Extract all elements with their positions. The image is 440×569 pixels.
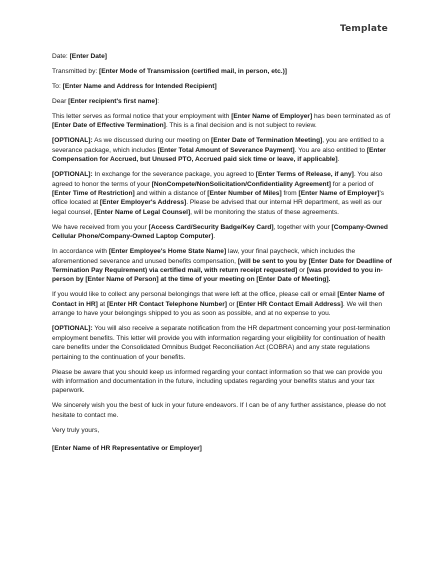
legal-counsel-field: [Enter Name of Legal Counsel] (94, 208, 191, 216)
paycheck-mail-field: [will be sent to you by [Enter Date for Deadline of Termination Pay Requirement) via certified mail, with return receipt requested] (52, 257, 392, 275)
employer-name-field: [Enter Name of Employer] (231, 113, 313, 120)
paragraph-final-paycheck (52, 247, 392, 285)
salutation-colon: : (157, 98, 160, 105)
text: . (337, 156, 340, 164)
miles-field: [Enter Number of Miles] (207, 190, 282, 198)
text: or (297, 267, 307, 275)
text: This letter serves as formal notice that your employment with (52, 113, 232, 120)
text: . (213, 233, 216, 241)
termination-date-field: [Enter Date of Effective Termination] (52, 122, 166, 130)
text: , together with your (273, 223, 332, 231)
paragraph-returned-property (52, 223, 392, 242)
text: In exchange for the severance package, you agreed to (92, 171, 256, 179)
text: law, your final paycheck, which includes the aforementioned severance and unused benefits compensation, (52, 248, 356, 265)
text: Please be aware that you should keep us informed regarding your contact information so that we can provide you with information and documentation in the future, including updates regarding your benefits status and your tax paperwork. (52, 368, 383, 395)
date-field: [Enter Date] (69, 53, 107, 60)
pto-compensation-field: [Enter Compensation for Accrued, but Unused PTO, Accrued paid sick time or leave, if applicable] (52, 146, 386, 164)
salutation-label: Dear (52, 98, 69, 105)
employer-address-field: [Enter Employer's Address] (99, 199, 187, 207)
letter-body (52, 52, 392, 454)
agreement-type-field: [NonCompete/NonSolicitation/Confidentiality Agreement] (151, 180, 331, 188)
logo-text: Template (339, 24, 388, 34)
text: from (281, 190, 299, 198)
text: 's office located at (52, 190, 385, 207)
text: . You also agreed to honor the terms of your (52, 171, 383, 188)
paragraph-severance (52, 136, 392, 164)
optional-tag: [OPTIONAL]: (52, 137, 93, 145)
text: , you are entitled to a severance package, which includes (52, 137, 384, 154)
hr-phone-field: [Enter HR Contact Telephone Number] (106, 300, 228, 308)
paycheck-in-person-field: [was provided to you in-person by [Enter Name of Person] at the time of your meeting on [Enter Date of Meeting]. (52, 267, 383, 284)
transmitted-label: Transmitted by: (52, 68, 100, 75)
to-field: [Enter Name and Address for Intended Recipient] (62, 83, 217, 90)
transmitted-field: [Enter Mode of Transmission (certified mail, in person, etc.)] (99, 68, 287, 75)
access-card-field: [Access Card/Security Badge/Key Card] (148, 223, 274, 231)
optional-tag: [OPTIONAL]: (52, 325, 93, 333)
date-label: Date: (52, 53, 70, 60)
paragraph-contact-info (52, 368, 392, 396)
release-terms-field: [Enter Terms of Release, if any] (255, 171, 354, 179)
hr-email-field: [Enter HR Contact Email Address] (236, 300, 343, 308)
text: , will be monitoring the status of these agreements. (190, 208, 339, 216)
text: We sincerely wish you the best of luck in your future endeavors. If I can be of any further assistance, please do not hesitate to contact me. (52, 402, 386, 419)
employer-name-field: [Enter Name of Employer] (298, 190, 380, 198)
to-line (52, 82, 392, 91)
text: . Please be advised that our internal HR department, as well as our legal counsel, (52, 199, 382, 216)
meeting-date-field: [Enter Date of Termination Meeting] (211, 137, 323, 145)
text: As we discussed during our meeting on (92, 137, 212, 145)
paragraph-cobra (52, 324, 392, 362)
recipient-name-field: [Enter recipient's first name] (68, 98, 158, 105)
text: You will also receive a separate notification from the HR department concerning your post-termination employment benefits. This letter will provide you with information regarding your eligibility for continuation of health care benefits under the Consolidated Omnibus Budget Reconciliation Act (COBRA) and any state regulations pertaining to the continuation of your benefits. (52, 325, 391, 361)
paragraph-best-wishes (52, 401, 392, 420)
text: We have received from you your (52, 223, 149, 231)
template-logo (339, 22, 390, 36)
transmitted-line (52, 67, 392, 76)
text: . We will then arrange to have your belongings shipped to you as soon as possible, and at no expense to you. (52, 300, 383, 318)
text: In accordance with (52, 248, 109, 256)
text: . You are also entitled to (294, 146, 367, 154)
home-state-field: [Enter Employee's Home State Name] (108, 248, 227, 256)
date-line (52, 52, 392, 61)
signature-field: [Enter Name of HR Representative or Employer] (52, 445, 202, 453)
salutation (52, 97, 392, 106)
paragraph-release-terms (52, 170, 392, 217)
text: at (97, 300, 107, 308)
paragraph-belongings (52, 290, 392, 318)
text: has been terminated as of (312, 113, 391, 120)
text: for a period of (330, 180, 374, 188)
closing: Very truly yours, (52, 426, 100, 434)
company-device-field: [Company-Owned Cellular Phone/Company-Owned Laptop Computer] (52, 223, 388, 241)
to-label: To: (52, 83, 63, 90)
restriction-time-field: [Enter Time of Restriction] (52, 190, 135, 198)
text: . This is a final decision and is not subject to review. (165, 122, 317, 130)
optional-tag: [OPTIONAL]: (52, 171, 93, 179)
text: If you would like to collect any personal belongings that were left at the office, please call or email (52, 291, 338, 299)
text: or (227, 300, 237, 308)
paragraph-termination-notice (52, 112, 392, 131)
hr-contact-name-field: [Enter Name of Contact in HR] (52, 291, 385, 308)
text: and within a distance of (134, 190, 208, 198)
severance-amount-field: [Enter Total Amount of Severance Payment] (157, 146, 295, 154)
